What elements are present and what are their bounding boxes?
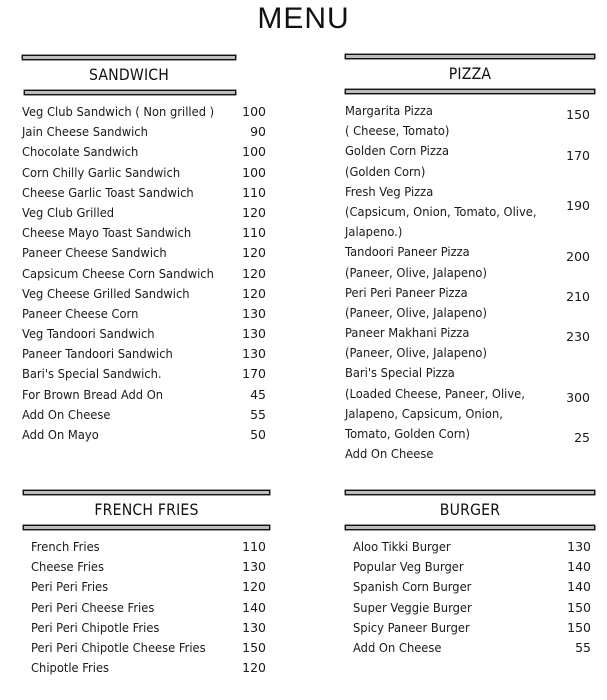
item-price: 130 bbox=[242, 326, 266, 342]
item-price: 110 bbox=[242, 539, 266, 554]
menu-item bbox=[353, 537, 591, 557]
menu-item bbox=[31, 638, 266, 658]
item-description: Jalapeno.) bbox=[345, 224, 403, 240]
item-name: Margarita Pizza bbox=[345, 103, 433, 118]
section-title: FRENCH FRIES bbox=[94, 500, 199, 519]
menu-item bbox=[22, 405, 266, 425]
item-price: 130 bbox=[242, 619, 266, 635]
item-price: 120 bbox=[242, 204, 266, 220]
item-name: Corn Chilly Garlic Sandwich bbox=[22, 164, 181, 180]
item-name: Chipotle Fries bbox=[31, 660, 110, 676]
pizza-list bbox=[345, 101, 590, 464]
menu-item bbox=[22, 163, 266, 183]
item-price: 130 bbox=[567, 539, 591, 554]
menu-item bbox=[22, 324, 266, 344]
item-name: Popular Veg Burger bbox=[353, 559, 464, 575]
item-name: Add On Cheese bbox=[22, 406, 111, 422]
section-divider-bottom bbox=[345, 89, 595, 94]
item-price: 100 bbox=[242, 164, 266, 180]
item-description: (Paneer, Olive, Jalapeno) bbox=[345, 264, 487, 280]
item-price: 140 bbox=[567, 559, 591, 575]
item-price: 120 bbox=[242, 245, 266, 261]
menu-item bbox=[345, 182, 590, 243]
item-price: 140 bbox=[242, 599, 266, 615]
item-name: French Fries bbox=[31, 539, 100, 554]
item-price: 130 bbox=[242, 346, 266, 362]
item-price: 110 bbox=[242, 184, 266, 200]
menu-title: MENU bbox=[257, 2, 350, 35]
item-price: 130 bbox=[242, 305, 266, 321]
menu-item bbox=[22, 364, 266, 384]
menu-item bbox=[22, 284, 266, 304]
item-name: Super Veggie Burger bbox=[353, 599, 472, 615]
item-name: Cheese Fries bbox=[31, 559, 104, 575]
section-title: SANDWICH bbox=[88, 65, 170, 84]
menu-item bbox=[353, 577, 591, 597]
item-price: 150 bbox=[242, 639, 266, 655]
item-description: Jalapeno, Capsicum, Onion, bbox=[345, 405, 503, 421]
item-description: (Golden Corn) bbox=[345, 163, 426, 179]
item-name: Bari's Special Pizza bbox=[345, 365, 455, 381]
menu-item bbox=[345, 242, 590, 282]
menu-item bbox=[22, 385, 266, 405]
item-price: 130 bbox=[242, 559, 266, 575]
menu-item bbox=[345, 141, 590, 181]
item-price: 100 bbox=[242, 144, 266, 160]
item-price: 170 bbox=[566, 147, 590, 163]
section-title: PIZZA bbox=[448, 64, 492, 83]
menu-item bbox=[31, 618, 266, 638]
section-divider-bottom bbox=[345, 525, 595, 530]
item-name: Spicy Paneer Burger bbox=[353, 619, 470, 635]
menu-item bbox=[353, 557, 591, 577]
item-price: 150 bbox=[566, 107, 590, 123]
item-name: Bari's Special Sandwich. bbox=[22, 366, 162, 382]
item-name: Veg Cheese Grilled Sandwich bbox=[22, 285, 190, 301]
sandwich-section bbox=[22, 55, 266, 445]
item-price: 55 bbox=[250, 406, 266, 422]
item-price: 100 bbox=[242, 104, 266, 119]
item-name: Paneer Cheese Corn bbox=[22, 305, 139, 321]
item-name: Peri Peri Paneer Pizza bbox=[345, 284, 468, 300]
item-name: Golden Corn Pizza bbox=[345, 143, 450, 159]
section-divider-bottom bbox=[23, 525, 270, 530]
menu-item bbox=[22, 264, 266, 284]
menu-item bbox=[22, 223, 266, 243]
item-name: Veg Club Grilled bbox=[22, 204, 115, 220]
item-price: 120 bbox=[242, 660, 266, 676]
item-name: Peri Peri Chipotle Fries bbox=[31, 619, 160, 635]
menu-item bbox=[22, 183, 266, 203]
menu-item bbox=[353, 638, 591, 658]
burger-section bbox=[345, 490, 595, 658]
item-description: (Loaded Cheese, Paneer, Olive, bbox=[345, 385, 525, 401]
item-name: Add On Cheese bbox=[345, 446, 434, 462]
menu-item bbox=[22, 344, 266, 364]
item-description: (Paneer, Olive, Jalapeno) bbox=[345, 304, 487, 320]
menu-item bbox=[353, 618, 591, 638]
item-name: Add On Mayo bbox=[22, 427, 99, 442]
item-name: Aloo Tikki Burger bbox=[353, 539, 451, 554]
item-name: Peri Peri Cheese Fries bbox=[31, 599, 155, 615]
item-description: ( Cheese, Tomato) bbox=[345, 123, 450, 139]
item-price: 25 bbox=[574, 430, 590, 446]
menu-item bbox=[345, 363, 590, 444]
item-name: Paneer Tandoori Sandwich bbox=[22, 346, 173, 362]
item-name: Fresh Veg Pizza bbox=[345, 183, 434, 199]
item-price: 190 bbox=[566, 198, 590, 214]
burger-list bbox=[353, 537, 591, 658]
menu-item bbox=[31, 577, 266, 597]
item-description: Tomato, Golden Corn) bbox=[345, 426, 471, 441]
item-name: Tandoori Paneer Pizza bbox=[345, 244, 470, 260]
section-title: BURGER bbox=[439, 500, 501, 519]
item-description: (Paneer, Olive, Jalapeno) bbox=[345, 345, 487, 361]
item-name: Capsicum Cheese Corn Sandwich bbox=[22, 265, 214, 281]
menu-item bbox=[31, 557, 266, 577]
sandwich-list bbox=[22, 102, 266, 445]
menu-item bbox=[345, 323, 590, 363]
menu-item bbox=[22, 425, 266, 445]
item-price: 230 bbox=[566, 329, 590, 345]
menu-item bbox=[345, 283, 590, 323]
item-price: 45 bbox=[250, 386, 266, 402]
menu-item bbox=[31, 537, 266, 557]
item-price: 140 bbox=[567, 579, 591, 595]
item-name: Jain Cheese Sandwich bbox=[22, 124, 148, 140]
menu-item bbox=[22, 203, 266, 223]
menu-item bbox=[22, 122, 266, 142]
section-divider-bottom bbox=[24, 90, 236, 95]
menu-item bbox=[22, 142, 266, 162]
item-price: 170 bbox=[242, 366, 266, 382]
item-price: 210 bbox=[566, 288, 590, 304]
item-name: Veg Club Sandwich ( Non grilled ) bbox=[22, 104, 215, 119]
item-price: 55 bbox=[575, 639, 591, 655]
menu-item bbox=[31, 598, 266, 618]
menu-item bbox=[22, 243, 266, 263]
item-name: Chocolate Sandwich bbox=[22, 144, 139, 160]
menu-item bbox=[22, 102, 266, 122]
item-name: Paneer Cheese Sandwich bbox=[22, 245, 167, 261]
item-price: 150 bbox=[567, 599, 591, 615]
item-name: Peri Peri Fries bbox=[31, 579, 109, 595]
french-fries-section bbox=[23, 490, 270, 678]
item-price: 110 bbox=[242, 225, 266, 241]
menu-item bbox=[22, 304, 266, 324]
french-fries-list bbox=[31, 537, 266, 678]
item-price: 90 bbox=[250, 124, 266, 140]
item-price: 120 bbox=[242, 265, 266, 281]
item-name: For Brown Bread Add On bbox=[22, 386, 164, 402]
pizza-section bbox=[345, 54, 595, 464]
item-price: 200 bbox=[566, 248, 590, 264]
menu-item bbox=[31, 658, 266, 678]
menu-item bbox=[345, 101, 590, 141]
item-name: Veg Tandoori Sandwich bbox=[22, 326, 155, 342]
item-price: 300 bbox=[566, 389, 590, 405]
item-name: Add On Cheese bbox=[353, 639, 442, 655]
item-description: (Capsicum, Onion, Tomato, Olive, bbox=[345, 203, 537, 219]
menu-item bbox=[353, 598, 591, 618]
item-price: 120 bbox=[242, 285, 266, 301]
item-price: 50 bbox=[250, 427, 266, 442]
item-price: 150 bbox=[567, 619, 591, 635]
item-name: Cheese Mayo Toast Sandwich bbox=[22, 225, 192, 241]
item-name: Peri Peri Chipotle Cheese Fries bbox=[31, 639, 206, 655]
item-name: Spanish Corn Burger bbox=[353, 579, 472, 595]
item-price: 120 bbox=[242, 579, 266, 595]
item-name: Cheese Garlic Toast Sandwich bbox=[22, 184, 194, 200]
item-name: Paneer Makhani Pizza bbox=[345, 325, 470, 341]
